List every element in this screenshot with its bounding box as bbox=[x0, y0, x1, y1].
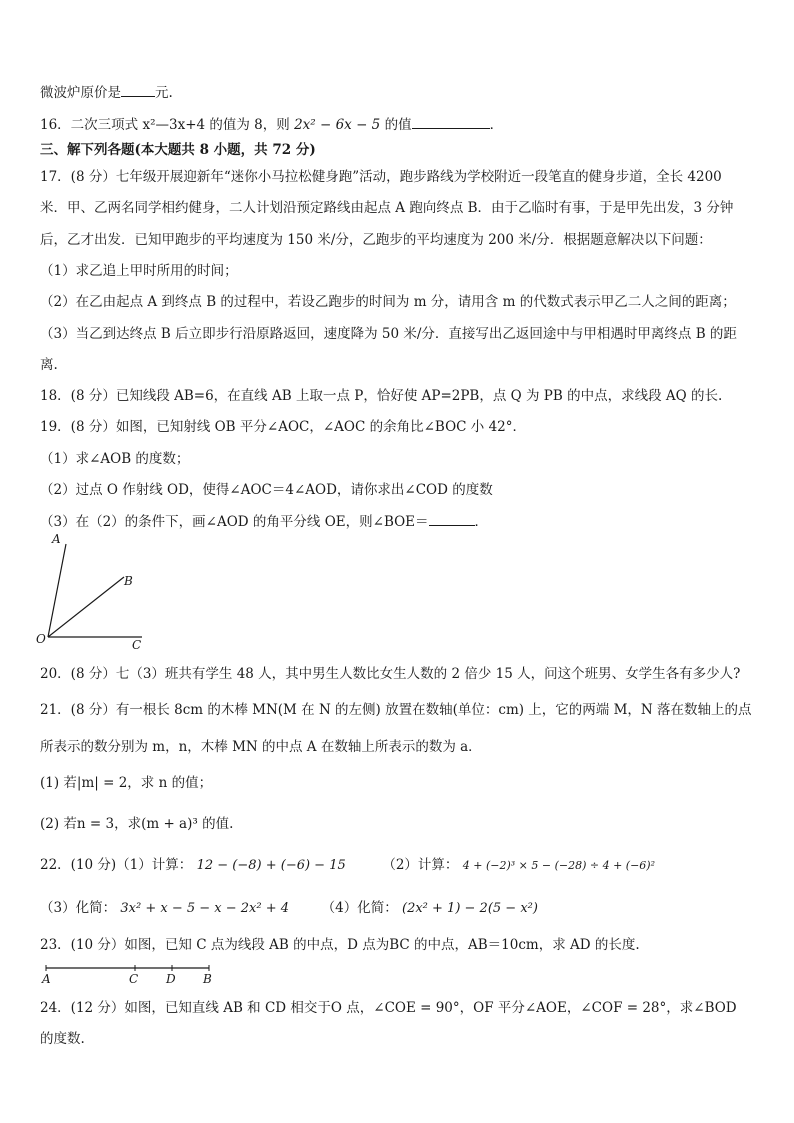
label-c: C bbox=[129, 972, 139, 986]
label-b: B bbox=[124, 574, 133, 588]
q15-tail bbox=[40, 83, 173, 102]
q21-part-1: (1) 若|m| = 2，求 n 的值； bbox=[40, 775, 213, 791]
q22-part-3-label: （3）化简： bbox=[40, 900, 117, 916]
q16 bbox=[40, 115, 503, 134]
q21-line-2: 所表示的数分别为 m，n，木棒 MN 的中点 A 在数轴上所表示的数为 a． bbox=[40, 739, 482, 755]
section-heading: 三、解下列各题(本大题共 8 小题，共 72 分) bbox=[40, 142, 316, 158]
q17-part-1: （1）求乙追上甲时所用的时间； bbox=[40, 263, 238, 279]
q24-line-1: 24．(12 分）如图，已知直线 AB 和 CD 相交于O 点，∠COE = 90°，OF 平分∠AOE，∠COF = 28°，求∠BOD bbox=[40, 1000, 737, 1016]
ray-oa bbox=[48, 544, 66, 637]
q15-unit: 元. bbox=[155, 85, 173, 101]
q22-part-1-label: 22．(10 分)（1）计算： bbox=[40, 857, 193, 873]
q19-part-3 bbox=[40, 512, 488, 531]
answer-blank bbox=[412, 115, 490, 129]
q17-line-1: 17．(8 分）七年级开展迎新年“迷你小马拉松健身跑”活动，跑步路线为学校附近一段笔直的健身步道，全长 4200 bbox=[40, 169, 722, 185]
q17-part-3-end: 离. bbox=[40, 357, 58, 373]
q22-part-2-label: （2）计算： bbox=[382, 857, 459, 873]
q16-text: 16．二次三项式 x²—3x+4 的值为 8，则 bbox=[40, 117, 290, 133]
q15-text: 微波炉原价是 bbox=[40, 85, 121, 101]
q16-end: ． bbox=[489, 117, 504, 133]
q21-line-1: 21．(8 分）有一根长 8cm 的木棒 MN(M 在 N 的左侧) 放置在数轴(单位：cm) 上，它的两端 M，N 落在数轴上的点 bbox=[40, 702, 752, 718]
q17-line-3: 后，乙才出发．已知甲跑步的平均速度为 150 米/分，乙跑步的平均速度为 200 米/分．根据题意解决以下问题： bbox=[40, 232, 712, 248]
q20: 20．(8 分）七（3）班共有学生 48 人，其中男生人数比女生人数的 2 倍少 15 人，问这个班男、女学生各有多少人? bbox=[40, 666, 741, 682]
label-a: A bbox=[52, 532, 61, 546]
q19-part-2: （2）过点 O 作射线 OD，使得∠AOC＝4∠AOD，请你求出∠COD 的度数 bbox=[40, 482, 493, 498]
q22-expression-2: 4 + (−2)³ × 5 − (−28) ÷ 4 + (−6)² bbox=[462, 859, 655, 872]
q22-row-2 bbox=[40, 899, 538, 918]
q22-row-1 bbox=[40, 856, 655, 875]
q18: 18．(8 分）已知线段 AB=6，在直线 AB 上取一点 P，恰好使 AP=2PB，点 Q 为 PB 的中点，求线段 AQ 的长. bbox=[40, 388, 723, 404]
label-o: O bbox=[36, 632, 46, 646]
q17-part-3: （3）当乙到达终点 B 后立即步行沿原路返回，速度降为 50 米/分．直接写出乙返回途中与甲相遇时甲离终点 B 的距 bbox=[40, 326, 737, 342]
q19-part-3-text: （3）在（2）的条件下，画∠AOD 的角平分线 OE，则∠BOE＝ bbox=[40, 514, 429, 530]
q17-line-2: 米．甲、乙两名同学相约健身，二人计划沿预定路线由起点 A 跑向终点 B．由于乙临时有事，于是甲先出发，3 分钟 bbox=[40, 200, 734, 216]
answer-blank bbox=[429, 512, 475, 526]
angle-diagram bbox=[36, 532, 156, 654]
q19-part-3-end: ． bbox=[474, 514, 489, 530]
q22-expression-4: (2x² + 1) − 2(5 − x²) bbox=[402, 901, 538, 916]
label-d: D bbox=[166, 972, 176, 986]
label-a: A bbox=[42, 972, 51, 986]
q19: 19．(8 分）如图，已知射线 OB 平分∠AOC，∠AOC 的余角比∠BOC 小 42°． bbox=[40, 419, 526, 435]
q21-part-2: (2) 若n = 3，求(m + a)³ 的值. bbox=[40, 816, 234, 832]
q17-part-2: （2）在乙由起点 A 到终点 B 的过程中，若设乙跑步的时间为 m 分，请用含 m 的代数式表示甲乙二人之间的距离； bbox=[40, 294, 736, 310]
q24-line-2: 的度数. bbox=[40, 1031, 85, 1047]
q23: 23．(10 分）如图，已知 C 点为线段 AB 的中点，D 点为BC 的中点，AB＝10cm，求 AD 的长度. bbox=[40, 937, 640, 953]
q22-part-4-label: （4）化简： bbox=[321, 900, 398, 916]
figure-angle-aoc bbox=[36, 532, 156, 654]
answer-blank bbox=[121, 83, 155, 97]
ray-ob bbox=[48, 577, 124, 637]
label-c: C bbox=[132, 638, 142, 652]
q16-text-2: 的值 bbox=[384, 117, 412, 133]
q22-expression-1: 12 − (−8) + (−6) − 15 bbox=[196, 858, 346, 873]
figure-segment-ab bbox=[40, 962, 220, 990]
q22-expression-3: 3x² + x − 5 − x − 2x² + 4 bbox=[120, 901, 290, 916]
q16-expression: 2x² − 6x − 5 bbox=[294, 117, 381, 133]
q19-part-1: （1）求∠AOB 的度数； bbox=[40, 451, 190, 467]
label-b: B bbox=[203, 972, 212, 986]
